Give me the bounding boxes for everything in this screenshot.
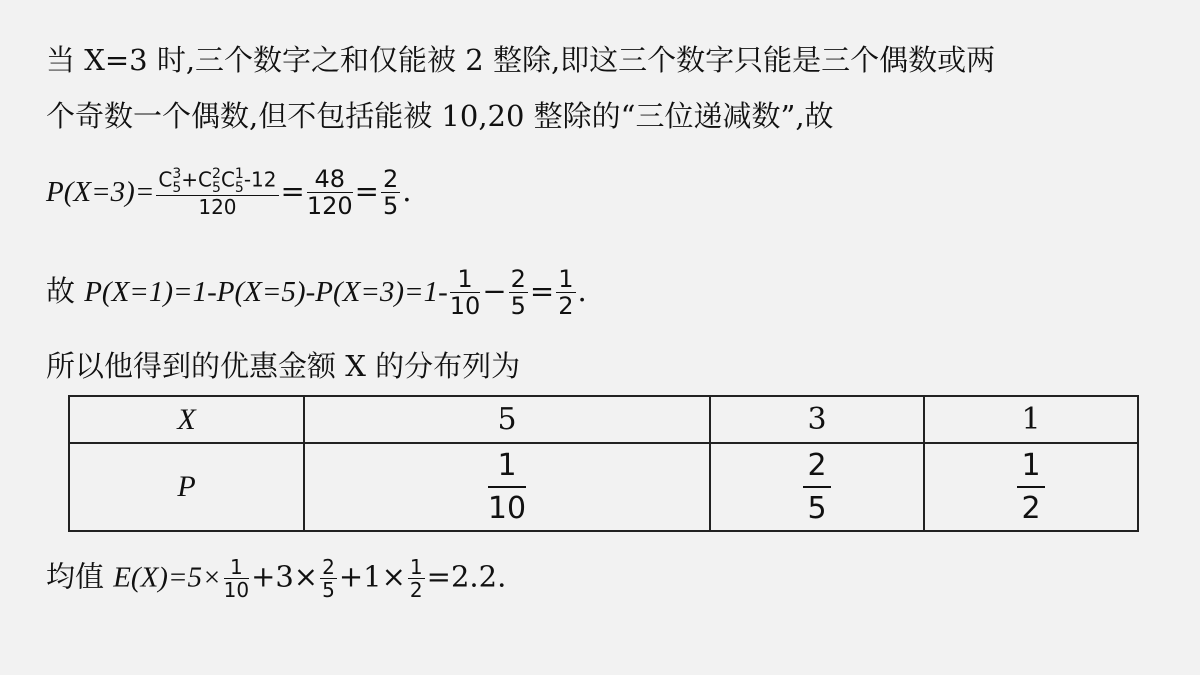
table-cell [710,443,924,531]
table-row-probabilities [69,443,1138,531]
probability-fraction: $\frac{2}{5}$ [803,449,830,525]
comb-minus: -12 [243,167,277,192]
mean-lhs: E(X)=5× [113,561,222,594]
table-cell [924,443,1138,531]
table-cell: 1 [924,396,1138,443]
text-line-distribution: 所以他得到的优惠金额 X 的分布列为 [46,349,521,383]
fraction-48-120: $\frac{48}{120}$ [306,165,353,221]
text-line-2: 个奇数一个偶数,但不包括能被 10,20 整除的“三位递减数”,故 [46,99,834,133]
table-row-values [69,396,1138,443]
comb-c: C [158,167,173,192]
fraction-2-5: $\frac{2}{5}$ [510,265,526,321]
equation-p-x-1: 故 P(X=1)=1-P(X=5)-P(X=3)=1- $\frac{1}{10}$ − $\frac{2}{5}$ = $\frac{1}{2}$ . [46,265,587,321]
fraction-denominator: 120 [198,195,237,220]
table-cell: 3 [710,396,924,443]
equals-sign: = [280,173,305,208]
table-cell [304,443,710,531]
probability-fraction: $\frac{1}{2}$ [1017,449,1044,525]
fraction-1-10: $\frac{1}{10}$ [449,265,481,321]
probability-fraction: $\frac{1}{10}$ [487,448,527,526]
equals-sign: = [354,173,379,208]
comb-index: 2 5 [212,166,221,197]
equation-expr: P(X=1)=1-P(X=5)-P(X=3)=1- [84,275,448,308]
fraction-combination [156,167,278,218]
distribution-table [68,395,1139,532]
fraction-2-5: $\frac{2}{5}$ [322,555,335,602]
fraction-1-2: $\frac{1}{2}$ [409,555,423,602]
comb-c: C [220,167,235,192]
table-header-x: X [69,396,304,443]
equation-p-x-3: P(X=3)= C 3 5 +C 2 5 C 1 5 -12 120 = $\frac{48}{120}$ = $\frac{2}{5}$ . [46,165,412,221]
table-header-p: P [69,443,304,531]
comb-plus-c: +C [181,167,213,192]
comb-index: 1 5 [234,166,244,197]
fraction-1-10: $\frac{1}{10}$ [223,555,250,602]
table-cell: 5 [304,396,710,443]
fraction-1-2: $\frac{1}{2}$ [558,265,574,321]
comb-index: 3 5 [172,166,182,197]
equation-mean: 均值 E(X)=5× $\frac{1}{10}$ +3× $\frac{2}{5}$ +1× $\frac{1}{2}$ =2.2. [46,555,507,602]
mean-result: =2.2. [426,559,507,594]
fraction-2-5: $\frac{2}{5}$ [382,165,399,221]
text-line-1: 当 X=3 时,三个数字之和仅能被 2 整除,即这三个数字只能是三个偶数或两 [46,43,996,77]
equation-lhs: P(X=3)= [46,175,155,208]
